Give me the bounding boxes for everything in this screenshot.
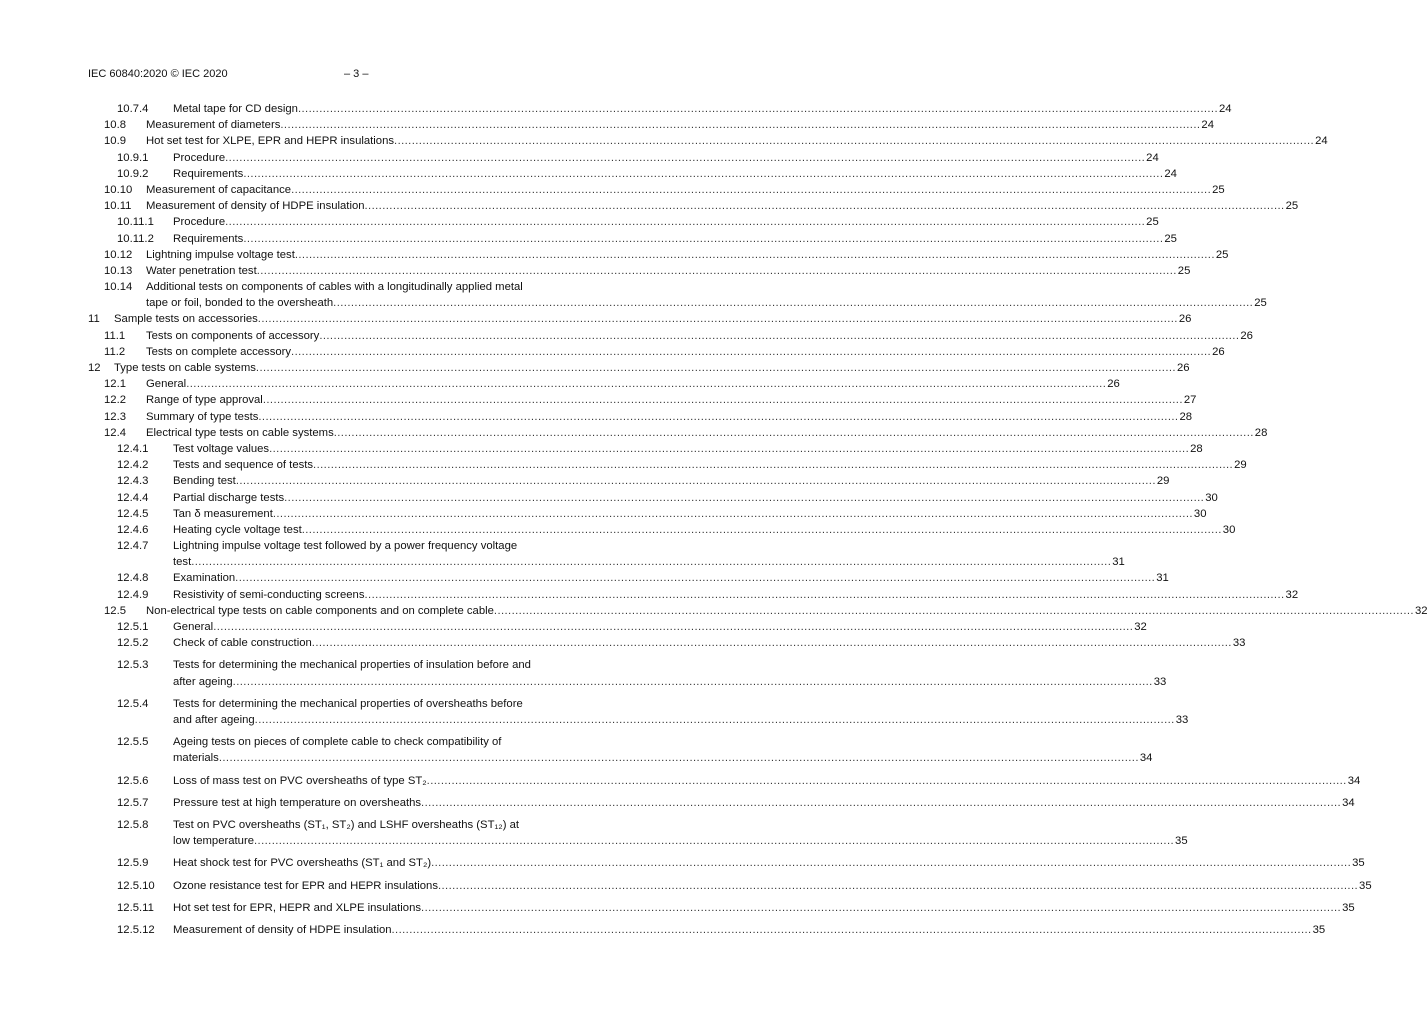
dot-leader: .................................................................................................................................................................................................................................................................... <box>225 216 1146 229</box>
toc-entry[interactable] <box>0 603 1428 619</box>
toc-entry-title: Tests on components of accessory <box>146 329 320 342</box>
toc-entry-page: 35 <box>1352 857 1365 870</box>
toc-entry-number: 10.13 <box>104 264 133 277</box>
dot-leader: .................................................................................................................................................................................................................................................................... <box>280 119 1201 132</box>
toc-entry-title: Tests and sequence of tests <box>173 459 314 472</box>
page-number: – 3 – <box>344 68 369 80</box>
toc-entry[interactable] <box>0 817 1188 849</box>
toc-entry-number: 12.4.2 <box>117 459 149 472</box>
toc-entry[interactable] <box>0 473 1170 489</box>
toc-entry-title: and after ageing <box>173 714 255 726</box>
toc-entry-number: 12.4.8 <box>117 572 149 585</box>
toc-entry-page: 33 <box>1153 675 1167 688</box>
toc-entry-page: 29 <box>1156 475 1170 488</box>
toc-entry-page: 35 <box>1312 923 1326 936</box>
toc-entry[interactable] <box>0 214 1159 230</box>
dot-leader: .................................................................................................................................................................................................................................................................... <box>213 621 1134 634</box>
toc-entry[interactable] <box>0 734 1153 766</box>
toc-entry[interactable] <box>0 773 1361 789</box>
toc-entry-number: 10.11 <box>104 200 132 213</box>
toc-entry[interactable] <box>0 570 1169 586</box>
toc-entry-number: 12.5.12 <box>117 923 155 936</box>
toc-entry-title: Tests on complete accessory <box>146 345 292 358</box>
dot-leader: .................................................................................................................................................................................................................................................................... <box>258 410 1179 423</box>
dot-leader: .................................................................................................................................................................................................................................................................... <box>272 507 1193 520</box>
dot-leader: .................................................................................................................................................................................................................................................................... <box>225 151 1146 164</box>
toc-entry-page: 35 <box>1359 879 1372 892</box>
dot-leader: .................................................................................................................................................................................................................................................................... <box>257 313 1178 326</box>
toc-entry-number: 10.7.4 <box>117 103 149 115</box>
toc-entry[interactable] <box>0 635 1246 651</box>
dot-leader: .................................................................................................................................................................................................................................................................... <box>262 394 1183 407</box>
toc-entry-page: 24 <box>1146 151 1159 164</box>
toc-entry[interactable] <box>0 182 1225 198</box>
toc-entry-page: 24 <box>1315 135 1328 148</box>
toc-entry-title: Summary of type tests <box>146 410 259 423</box>
toc-entry[interactable] <box>0 696 1189 728</box>
toc-entry-page: 30 <box>1193 507 1207 520</box>
toc-entry-page: 35 <box>1342 901 1355 914</box>
toc-entry-title: Heating cycle voltage test <box>173 523 302 536</box>
dot-leader: .................................................................................................................................................................................................................................................................... <box>186 378 1107 391</box>
dot-leader: .................................................................................................................................................................................................................................................................... <box>243 232 1164 245</box>
toc-entry-number: 10.11.2 <box>117 232 154 245</box>
toc-entry-title: Measurement of density of HDPE insulation <box>146 200 365 213</box>
toc-entry-page: 25 <box>1285 200 1299 213</box>
toc-entry-title: after ageing <box>173 675 233 688</box>
toc-entry-number: 12.4.9 <box>117 588 149 601</box>
toc-entry[interactable] <box>0 150 1159 166</box>
toc-entry-number: 12.5.6 <box>117 774 149 787</box>
dot-leader: .................................................................................................................................................................................................................................................................... <box>333 426 1254 439</box>
toc-entry-title: Requirements <box>173 232 244 245</box>
toc-entry-number: 12.5.11 <box>117 901 154 914</box>
toc-entry-number: 11.2 <box>104 345 126 358</box>
toc-entry-title-line: Additional tests on components of cables with a longitudinally applied metal <box>146 281 523 294</box>
toc-entry-page: 25 <box>1215 248 1229 261</box>
toc-entry[interactable] <box>0 117 1214 133</box>
toc-entry[interactable] <box>0 360 1190 376</box>
toc-entry-number: 12.2 <box>104 394 126 407</box>
toc-entry-page: 31 <box>1156 572 1169 585</box>
toc-entry-page: 24 <box>1219 103 1232 115</box>
toc-entry-number: 12 <box>88 362 101 375</box>
toc-entry-title: Non-electrical type tests on cable components and on complete cable <box>146 604 494 617</box>
toc-entry[interactable] <box>0 457 1247 473</box>
toc-entry-title: Metal tape for CD design <box>173 103 298 115</box>
toc-entry-number: 10.10 <box>104 183 133 196</box>
toc-entry-number: 11 <box>88 313 100 326</box>
toc-entry-title: Test voltage values <box>173 442 270 455</box>
dot-leader: .................................................................................................................................................................................................................................................................... <box>421 901 1342 914</box>
toc-entry[interactable] <box>0 506 1207 522</box>
toc-entry-page: 29 <box>1234 459 1247 472</box>
toc-entry-number: 12.5.3 <box>117 659 149 672</box>
toc-entry-title: low temperature <box>173 835 254 848</box>
dot-leader: .................................................................................................................................................................................................................................................................... <box>301 523 1222 536</box>
toc-entry-page: 30 <box>1205 491 1218 504</box>
toc-entry-page: 25 <box>1177 264 1191 277</box>
dot-leader: .................................................................................................................................................................................................................................................................... <box>364 588 1285 601</box>
toc-entry-title: Water penetration test <box>146 264 257 277</box>
toc-entry-number: 10.12 <box>104 248 133 261</box>
toc-entry-page: 24 <box>1201 119 1214 132</box>
toc-entry-number: 11.1 <box>104 329 126 342</box>
toc-entry-title: Sample tests on accessories <box>114 313 258 326</box>
toc-entry-number: 12.4.6 <box>117 523 149 536</box>
toc-entry-number: 12.4 <box>104 426 126 439</box>
toc-entry-title: Procedure <box>173 216 226 229</box>
toc-entry-title: Check of cable construction <box>173 637 312 650</box>
toc-entry-number: 12.3 <box>104 410 126 423</box>
toc-entry-title: Range of type approval <box>146 394 263 407</box>
dot-leader: .................................................................................................................................................................................................................................................................... <box>333 297 1254 310</box>
toc-entry-number: 12.5.7 <box>117 796 149 809</box>
toc-entry-page: 26 <box>1107 378 1120 391</box>
toc-entry-page: 25 <box>1146 216 1159 229</box>
toc-entry-title: Requirements <box>173 167 244 180</box>
toc-entry-page: 33 <box>1232 637 1246 650</box>
dot-leader: .................................................................................................................................................................................................................................................................... <box>235 475 1156 488</box>
toc-entry-number: 12.5.2 <box>117 637 149 650</box>
toc-entry-page: 32 <box>1285 588 1299 601</box>
dot-leader: .................................................................................................................................................................................................................................................................... <box>191 556 1112 569</box>
toc-entry-page: 26 <box>1240 329 1253 342</box>
dot-leader: .................................................................................................................................................................................................................................................................... <box>313 459 1234 472</box>
toc-entry-number: 10.14 <box>104 281 133 294</box>
toc-entry[interactable] <box>0 587 1299 603</box>
toc-entry-page: 25 <box>1254 297 1267 310</box>
dot-leader: .................................................................................................................................................................................................................................................................... <box>391 923 1312 936</box>
toc-entry[interactable] <box>0 311 1192 327</box>
toc-entry-title: tape or foil, bonded to the oversheath <box>146 297 334 310</box>
dot-leader: .................................................................................................................................................................................................................................................................... <box>284 491 1205 504</box>
toc-entry-number: 10.11.1 <box>117 216 154 229</box>
dot-leader: .................................................................................................................................................................................................................................................................... <box>291 183 1212 196</box>
toc-entry-page: 25 <box>1212 183 1225 196</box>
toc-entry-title: test <box>173 556 192 569</box>
toc-entry-title: Loss of mass test on PVC oversheaths of type ST₂ <box>173 774 427 787</box>
dot-leader: .................................................................................................................................................................................................................................................................... <box>319 329 1240 342</box>
toc-entry-title-line: Ageing tests on pieces of complete cable to check compatibility of <box>173 736 502 749</box>
toc-entry-page: 30 <box>1222 523 1236 536</box>
toc-entry-title-line: Test on PVC oversheaths (ST₁, ST₂) and LSHF oversheaths (ST₁₂) at <box>173 818 520 831</box>
toc-entry-title: materials <box>173 752 219 765</box>
toc-entry-page: 35 <box>1175 835 1188 848</box>
toc-entry[interactable] <box>0 878 1372 894</box>
toc-entry[interactable] <box>0 376 1120 392</box>
toc-entry[interactable] <box>0 425 1268 441</box>
toc-entry-title: Tan δ measurement <box>173 507 273 520</box>
toc-entry[interactable] <box>0 392 1197 408</box>
toc-entry-page: 28 <box>1254 426 1268 439</box>
toc-entry-title: Ozone resistance test for EPR and HEPR insulations <box>173 879 438 892</box>
toc-entry-title: General <box>173 621 214 634</box>
toc-entry-title: Procedure <box>173 151 226 164</box>
dot-leader: .................................................................................................................................................................................................................................................................... <box>254 835 1175 848</box>
dot-leader: .................................................................................................................................................................................................................................................................... <box>232 675 1153 688</box>
dot-leader: .................................................................................................................................................................................................................................................................... <box>243 167 1164 180</box>
dot-leader: .................................................................................................................................................................................................................................................................... <box>218 752 1139 765</box>
toc-entry[interactable] <box>0 619 1147 635</box>
toc-entry-title: Electrical type tests on cable systems <box>146 426 334 439</box>
toc-entry-page: 32 <box>1414 604 1428 617</box>
toc-entry-page: 24 <box>1164 167 1177 180</box>
toc-entry-page: 28 <box>1190 442 1203 455</box>
toc-entry-number: 12.4.4 <box>117 491 149 504</box>
dot-leader: .................................................................................................................................................................................................................................................................... <box>364 200 1285 213</box>
toc-entry-page: 31 <box>1112 556 1125 569</box>
toc-entry-title: Lightning impulse voltage test <box>146 248 295 261</box>
toc-entry-title: Examination <box>173 572 236 585</box>
toc-entry-page: 32 <box>1134 621 1147 634</box>
toc-entry[interactable] <box>0 231 1177 247</box>
dot-leader: .................................................................................................................................................................................................................................................................... <box>311 637 1232 650</box>
toc-entry-number: 12.5.9 <box>117 857 149 870</box>
toc-entry-title: Measurement of capacitance <box>146 183 292 196</box>
toc-entry-number: 12.5.10 <box>117 879 155 892</box>
toc-entry-title: Hot set test for EPR, HEPR and XLPE insulations <box>173 901 422 914</box>
toc-entry[interactable] <box>0 490 1218 506</box>
toc-entry-title: Pressure test at high temperature on oversheaths <box>173 796 422 809</box>
toc-entry-page: 34 <box>1342 796 1355 809</box>
toc-entry-title-line: Lightning impulse voltage test followed by a power frequency voltage <box>173 540 518 553</box>
toc-entry-page: 26 <box>1178 313 1192 326</box>
toc-entry-number: 12.5.8 <box>117 818 149 831</box>
toc-entry[interactable] <box>0 279 1267 311</box>
toc-entry-title: Partial discharge tests <box>173 491 285 504</box>
toc-entry-number: 12.5.1 <box>117 621 149 634</box>
toc-entry-number: 12.4.3 <box>117 475 149 488</box>
toc-entry-title: Bending test <box>173 475 236 488</box>
toc-entry-page: 27 <box>1183 394 1197 407</box>
toc-entry-number: 10.8 <box>104 119 126 132</box>
toc-entry[interactable] <box>0 922 1326 938</box>
toc-entry[interactable] <box>0 855 1365 871</box>
dot-leader: .................................................................................................................................................................................................................................................................... <box>294 248 1215 261</box>
toc-entry[interactable] <box>0 900 1355 916</box>
toc-entry-number: 12.1 <box>104 378 126 391</box>
toc-entry[interactable] <box>0 441 1203 457</box>
toc-entry-title: Measurement of density of HDPE insulation <box>173 923 392 936</box>
toc-entry-title-line: Tests for determining the mechanical properties of oversheaths before <box>173 697 523 710</box>
toc-entry-number: 12.4.5 <box>117 507 149 520</box>
toc-entry-number: 12.5.4 <box>117 697 149 710</box>
dot-leader: .................................................................................................................................................................................................................................................................... <box>431 857 1352 870</box>
toc-entry-page: 33 <box>1175 714 1189 726</box>
toc-entry-page: 26 <box>1176 362 1190 375</box>
dot-leader: .................................................................................................................................................................................................................................................................... <box>437 879 1359 892</box>
toc-entry[interactable] <box>0 344 1225 360</box>
toc-entry[interactable] <box>0 522 1236 538</box>
toc-entry-number: 12.4.7 <box>117 540 149 553</box>
toc-entry[interactable] <box>0 657 1167 689</box>
toc-entry[interactable] <box>0 166 1177 182</box>
dot-leader: .................................................................................................................................................................................................................................................................... <box>421 796 1342 809</box>
toc-entry[interactable] <box>0 263 1191 279</box>
dot-leader: .................................................................................................................................................................................................................................................................... <box>493 604 1414 617</box>
toc-entry-page: 34 <box>1347 774 1361 787</box>
toc-entry[interactable] <box>0 101 1232 117</box>
toc-entry-number: 10.9.2 <box>117 167 149 180</box>
toc-entry[interactable] <box>0 795 1355 811</box>
dot-leader: .................................................................................................................................................................................................................................................................... <box>254 714 1175 726</box>
toc-entry[interactable] <box>0 247 1229 263</box>
toc-entry-page: 34 <box>1139 752 1153 765</box>
dot-leader: .................................................................................................................................................................................................................................................................... <box>291 345 1212 358</box>
toc-entry-number: 12.5.5 <box>117 736 149 749</box>
toc-entry-number: 12.4.1 <box>117 442 149 455</box>
dot-leader: .................................................................................................................................................................................................................................................................... <box>394 135 1315 148</box>
toc-entry[interactable] <box>0 538 1125 570</box>
toc-entry-number: 10.9 <box>104 135 126 148</box>
toc-entry-title: General <box>146 378 187 391</box>
toc-entry-title: Hot set test for XLPE, EPR and HEPR insulations <box>146 135 395 148</box>
dot-leader: .................................................................................................................................................................................................................................................................... <box>426 774 1347 787</box>
toc-entry-page: 28 <box>1179 410 1193 423</box>
toc-entry-page: 26 <box>1212 345 1225 358</box>
dot-leader: .................................................................................................................................................................................................................................................................... <box>256 264 1177 277</box>
toc-entry[interactable] <box>0 198 1299 214</box>
page-header <box>88 68 638 84</box>
toc-entry-title: Heat shock test for PVC oversheaths (ST₁ and ST₂) <box>173 857 432 870</box>
toc-entry[interactable] <box>0 328 1253 344</box>
dot-leader: .................................................................................................................................................................................................................................................................... <box>255 362 1176 375</box>
dot-leader: .................................................................................................................................................................................................................................................................... <box>297 103 1219 115</box>
toc-entry-title: Resistivity of semi-conducting screens <box>173 588 365 601</box>
dot-leader: .................................................................................................................................................................................................................................................................... <box>235 572 1156 585</box>
document-id: IEC 60840:2020 © IEC 2020 <box>88 68 228 80</box>
dot-leader: .................................................................................................................................................................................................................................................................... <box>269 442 1190 455</box>
toc-entry-title: Type tests on cable systems <box>114 362 256 375</box>
toc-entry-number: 12.5 <box>104 604 126 617</box>
toc-entry-title-line: Tests for determining the mechanical properties of insulation before and <box>173 659 531 672</box>
toc-entry-page: 25 <box>1164 232 1177 245</box>
toc-entry-number: 10.9.1 <box>117 151 149 164</box>
toc-entry[interactable] <box>0 133 1328 149</box>
toc-entry-title: Measurement of diameters <box>146 119 281 132</box>
toc-entry[interactable] <box>0 409 1193 425</box>
table-of-contents <box>0 101 1428 938</box>
